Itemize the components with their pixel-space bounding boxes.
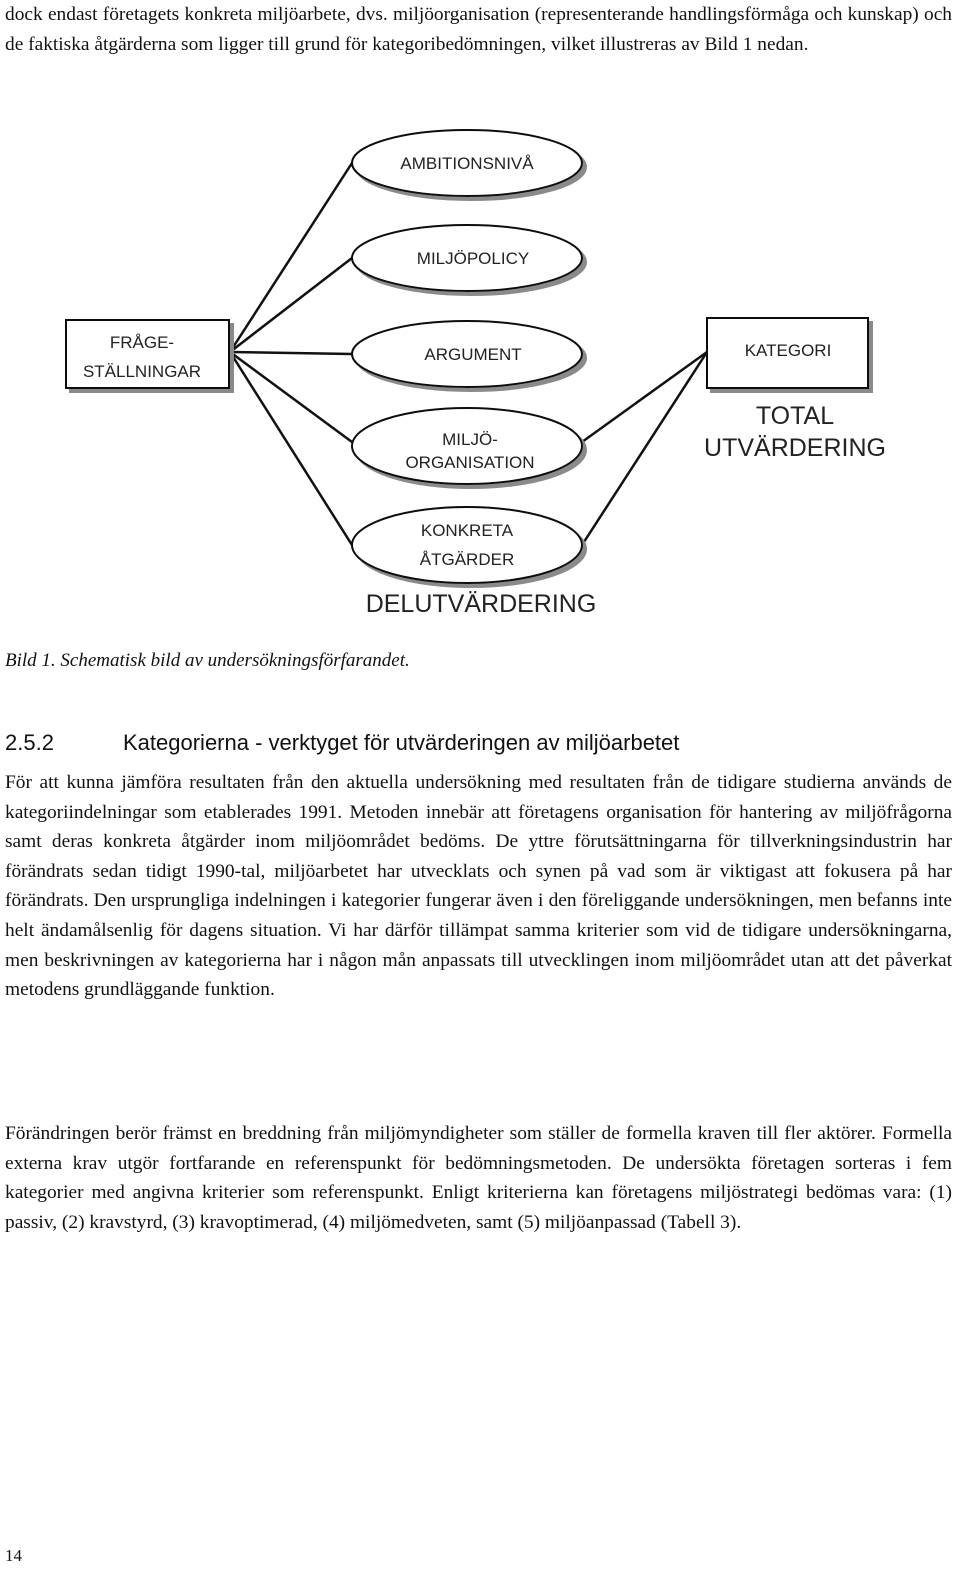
- kategori-label: KATEGORI: [744, 341, 832, 360]
- connector-line: [230, 352, 352, 354]
- connector-line: [582, 352, 707, 442]
- miljopolicy-label: MILJÖPOLICY: [416, 249, 530, 268]
- section-heading: [5, 728, 952, 758]
- total-utvardering-line1: TOTAL: [755, 402, 835, 430]
- connector-line: [230, 258, 352, 352]
- connector-line: [582, 352, 707, 545]
- figure-caption: Bild 1. Schematisk bild av undersökningsförfarandet.: [5, 650, 410, 671]
- konkreta-label-line1: KONKRETA: [420, 521, 514, 540]
- body-paragraph: För att kunna jämföra resultaten från den aktuella undersökning med resultaten från de tidigare studierna används de kategoriindelningar som etablerades 1991. Metoden innebär att företagens organisation för hantering av miljöfrågorna samt deras konkreta åtgärder inom miljöområdet bedöms. De yttre förutsättningarna för tillverkningsindustrin har förändrats sedan tidigt 1990-tal, miljöarbetet har utvecklats och synen på vad som är viktigast att fokusera på har förändrats. Den ursprungliga indelningen i kategorier fungerar även i den föreliggande undersökningen, men befanns inte helt ändamålsenlig för dagens situation. Vi har därför tillämpat samma kriterier som vid de tidigare undersökningarna, men beskrivningen av kategorierna har i någon mån anpassats till utvecklingen inom miljöområdet utan att det påverkat metodens grundläggande funktion.: [5, 772, 952, 1001]
- page-number: 14: [5, 1546, 22, 1565]
- connector-line: [230, 352, 352, 545]
- process-diagram: [0, 0, 960, 680]
- delutvardering-label: DELUTVÄRDERING: [365, 590, 597, 618]
- section-title: Kategorierna - verktyget för utvärderingen av miljöarbetet: [123, 730, 680, 755]
- section-number: 2.5.2: [5, 730, 54, 755]
- miljoorganisation-label-line2: ORGANISATION: [405, 453, 535, 472]
- connector-line: [230, 352, 352, 442]
- argument-label: ARGUMENT: [424, 345, 522, 364]
- ambitionsniva-label: AMBITIONSNIVÅ: [400, 154, 534, 173]
- konkreta-atgarder-ellipse: [352, 507, 582, 583]
- connector-line: [230, 163, 352, 352]
- miljoorganisation-label-line1: MILJÖ-: [442, 430, 498, 449]
- body-paragraph: Förändringen berör främst en breddning från miljömyndigheter som ställer de formella kraven till fler aktörer. Formella externa krav utgör fortfarande en referenspunkt för bedömningsmetoden. De undersökta företagen sorteras i fem kategorier med angivna kriterier som referenspunkt. Enligt kriterierna kan företagens miljöstrategi bedömas vara: (1) passiv, (2) kravstyrd, (3) kravoptimerad, (4) miljömedveten, samt (5) miljöanpassad (Tabell 3).: [5, 1123, 952, 1233]
- fragestallningar-label-line1: FRÅGE-: [109, 333, 175, 352]
- intro-paragraph: dock endast företagets konkreta miljöarbete, dvs. miljöorganisation (representerande handlingsförmåga och kunskap) och de faktiska åtgärderna som ligger till grund för kategoribedömningen, vilket illustreras av Bild 1 nedan.: [5, 4, 952, 55]
- fragestallningar-label-line2: STÄLLNINGAR: [82, 362, 202, 381]
- total-utvardering-line2: UTVÄRDERING: [704, 434, 886, 462]
- konkreta-label-line2: ÅTGÄRDER: [419, 550, 515, 569]
